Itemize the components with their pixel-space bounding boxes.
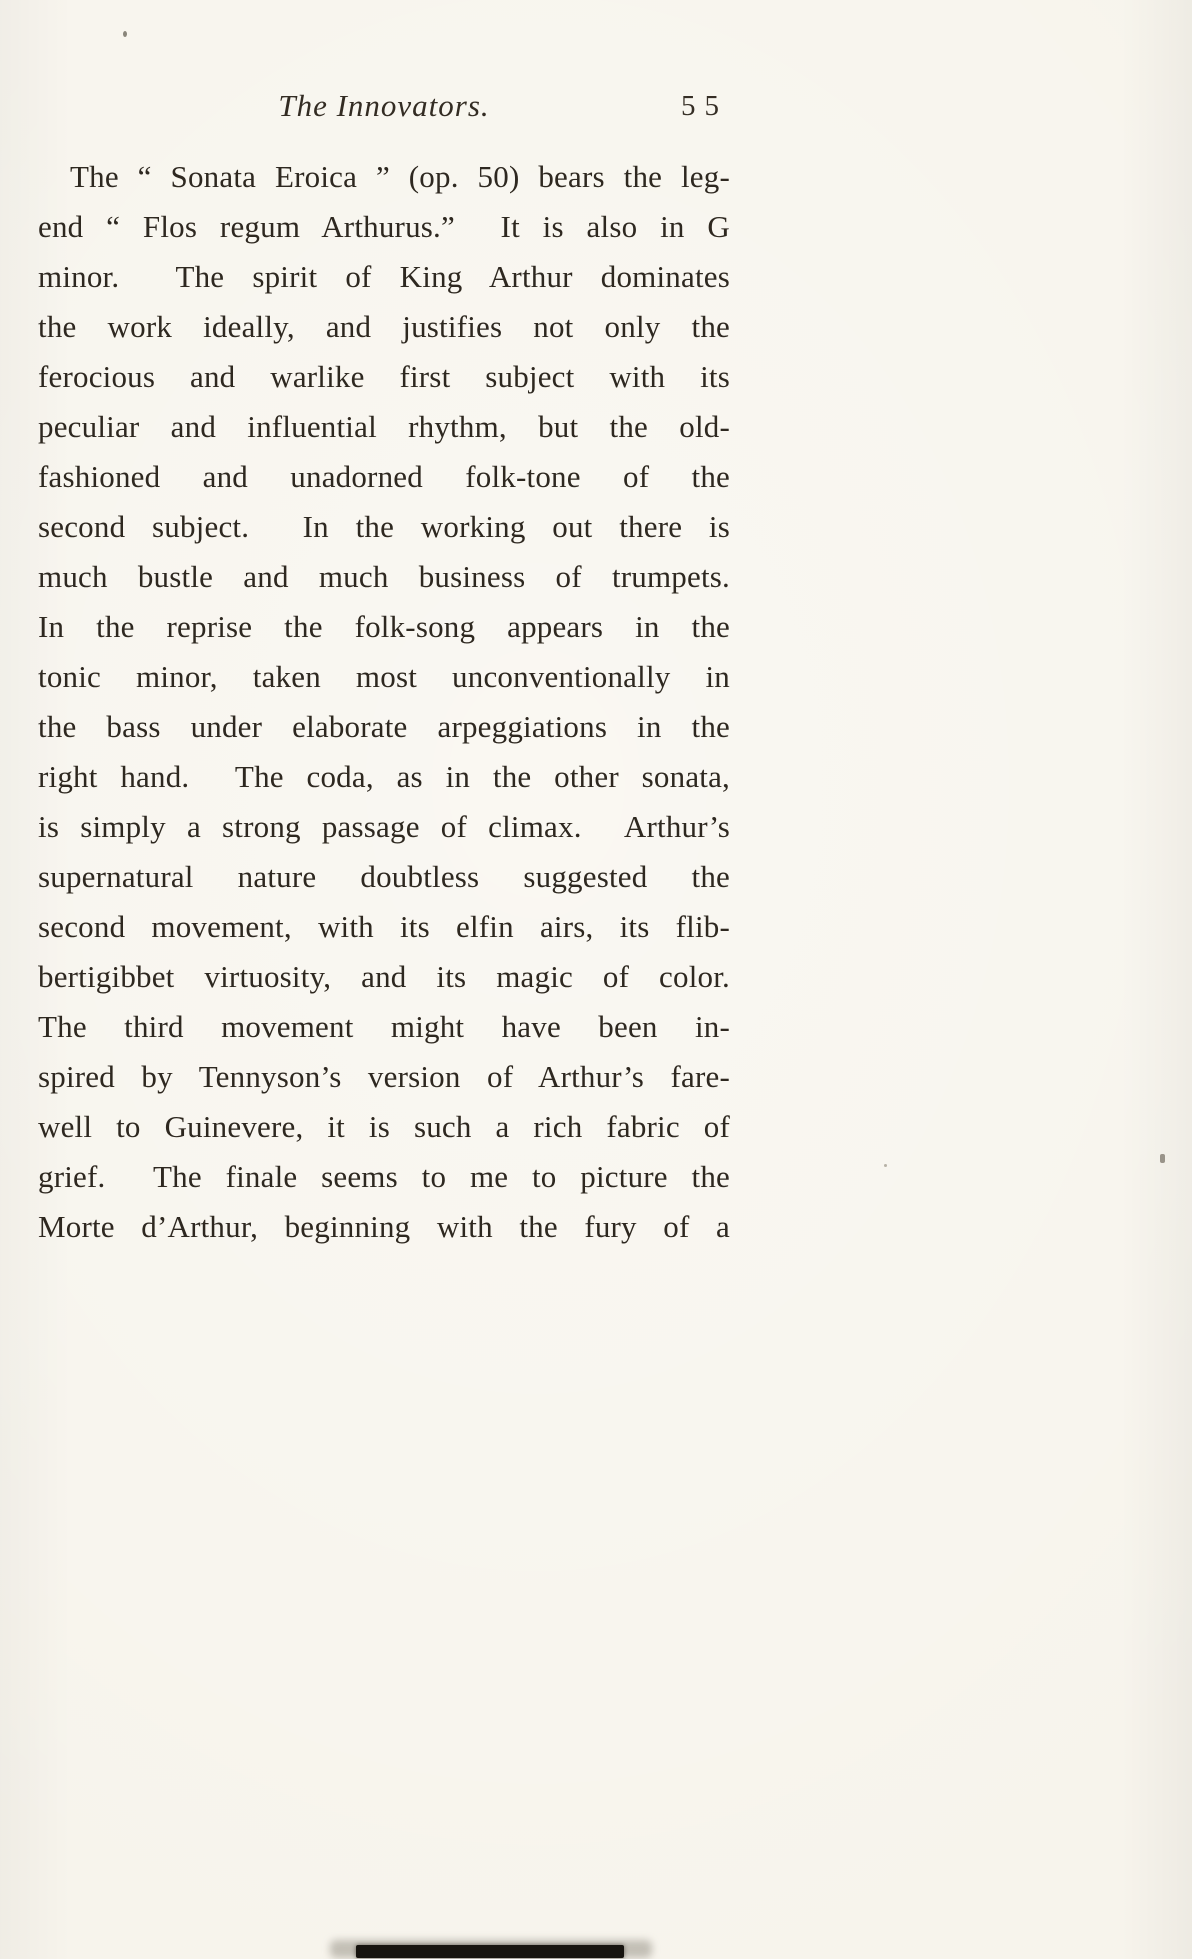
- text-line: right hand. The coda, as in the other sonata,: [38, 759, 730, 794]
- text-line: ferocious and warlike first subject with its: [38, 359, 730, 394]
- text-line: second movement, with its elfin airs, its flib-: [38, 909, 730, 944]
- page-text-block: [38, 0, 730, 1959]
- text-line: bertigibbet virtuosity, and its magic of color.: [38, 959, 730, 994]
- scan-artifact-bar: [356, 1945, 624, 1958]
- paragraph: [38, 152, 730, 1252]
- text-line: well to Guinevere, it is such a rich fabric of: [38, 1109, 730, 1144]
- text-line: Morte d’Arthur, beginning with the fury of a: [38, 1209, 730, 1244]
- page-number: 55: [681, 90, 728, 122]
- text-line: much bustle and much business of trumpets.: [38, 559, 730, 594]
- text-line: end “ Flos regum Arthurus.” It is also in G: [38, 209, 730, 244]
- scan-speck: [1160, 1154, 1165, 1163]
- scan-speck: [884, 1164, 887, 1167]
- text-line: fashioned and unadorned folk-tone of the: [38, 459, 730, 494]
- text-line: In the reprise the folk-song appears in the: [38, 609, 730, 644]
- running-title: The Innovators.: [278, 88, 490, 123]
- text-line: spired by Tennyson’s version of Arthur’s fare-: [38, 1059, 730, 1094]
- text-line: peculiar and influential rhythm, but the old-: [38, 409, 730, 444]
- text-line: the bass under elaborate arpeggiations in the: [38, 709, 730, 744]
- text-line: minor. The spirit of King Arthur dominates: [38, 259, 730, 294]
- text-line: The third movement might have been in-: [38, 1009, 730, 1044]
- text-line: grief. The finale seems to me to picture the: [38, 1159, 730, 1194]
- text-line: supernatural nature doubtless suggested the: [38, 859, 730, 894]
- text-line: tonic minor, taken most unconventionally in: [38, 659, 730, 694]
- text-line: The “ Sonata Eroica ” (op. 50) bears the leg-: [70, 159, 730, 194]
- text-line: the work ideally, and justifies not only the: [38, 309, 730, 344]
- text-line: second subject. In the working out there is: [38, 509, 730, 544]
- scan-speck: [123, 31, 127, 37]
- text-line: is simply a strong passage of climax. Arthur’s: [38, 809, 730, 844]
- running-header: [38, 88, 730, 132]
